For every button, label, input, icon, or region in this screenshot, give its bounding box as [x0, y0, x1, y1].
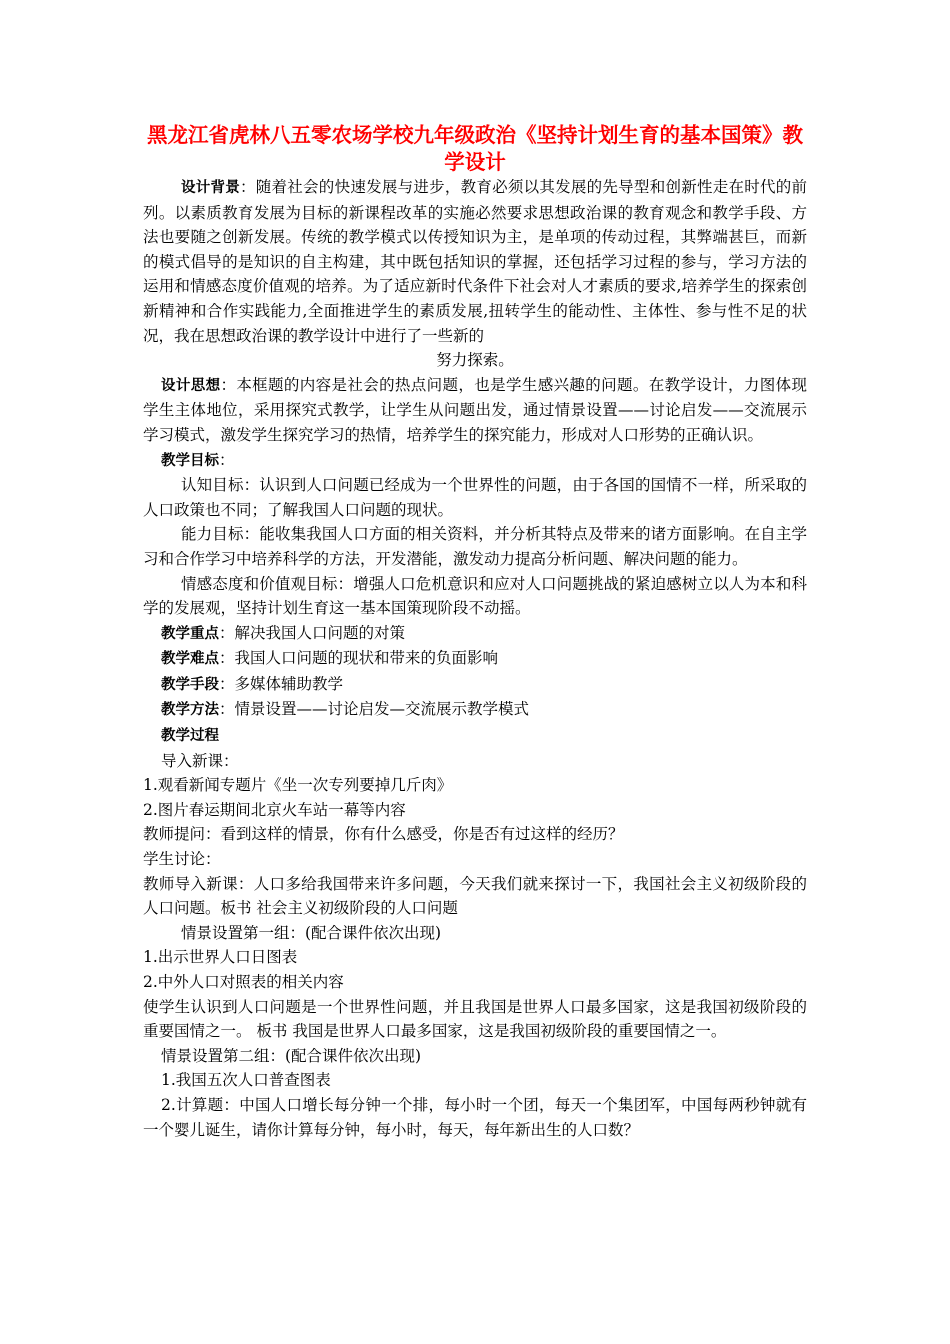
group1-item-1: 1.出示世界人口日图表	[143, 948, 298, 967]
student-discussion: 学生讨论：	[143, 850, 221, 869]
teaching-process-label: 教学过程	[161, 728, 219, 745]
teaching-process-heading	[143, 723, 807, 749]
group2-item-1: 1.我国五次人口普查图表	[161, 1071, 331, 1090]
teaching-difficulty-label: 教学难点	[161, 651, 219, 668]
scenario-group-2: 情景设置第二组：(配合课件依次出现)	[161, 1046, 422, 1065]
design-background-label: 设计背景	[181, 180, 241, 196]
teaching-means	[143, 672, 807, 698]
intro-new-lesson: 导入新课：	[161, 751, 239, 770]
teaching-key-label: 教学重点	[161, 625, 219, 642]
design-background-text: ：随着社会的快速发展与进步，教育必须以其发展的先导型和创新性走在时代的前列。以素质教育发展为目标的新课程改革的实施必然要求思想政治课的教育观念和教学手段、方法也要随之创新发展。传统的教学模式以传授知识为主，是单项的传动过程，其弊端甚巨，而新的模式倡导的是知识的自主构建，其中既包括知识的掌握，还包括学习过程的参与，学习方法的运用和情感态度价值观的培养。为了适应新时代条件下社会对人才素质的要求,培养学生的探索创新精神和合作实践能力,全面推进学生的素质发展,扭转学生的能动性、主体性、参与性不足的状况，我在思想政治课的教学设计中进行了一些新的	[143, 178, 807, 345]
teaching-goals-heading	[143, 448, 807, 474]
teaching-key-point	[143, 621, 807, 647]
ability-goal: 能力目标：能收集我国人口方面的相关资料，并分析其特点及带来的诸方面影响。在自主学习和合作学习中培养科学的方法，开发潜能，激发动力提高分析问题、解决问题的能力。	[143, 525, 807, 568]
teaching-difficulty	[143, 646, 807, 672]
design-thought-paragraph	[143, 373, 807, 448]
intro-item-2: 2.图片春运期间北京火车站一幕等内容	[143, 800, 406, 819]
design-thought-text: ：本框题的内容是社会的热点问题，也是学生感兴趣的问题。在教学设计，力图体现学生主体地位，采用探究式教学，让学生从问题出发，通过情景设置——讨论启发——交流展示学习模式，激发学生探究学习的热情，培养学生的探究能力，形成对人口形势的正确认识。	[143, 375, 807, 444]
group2-item-2: 2.计算题：中国人口增长每分钟一个排，每小时一个团，每天一个集团军，中国每两秒钟就有一个婴儿诞生，请你计算每分钟，每小时，每天，每年新出生的人口数？	[143, 1095, 807, 1139]
emotion-goal: 情感态度和价值观目标：增强人口危机意识和应对人口问题挑战的紧迫感树立以人为本和科学的发展观，坚持计划生育这一基本国策现阶段不动摇。	[143, 574, 807, 618]
teacher-introduction: 教师导入新课：人口多给我国带来许多问题，今天我们就来探讨一下，我国社会主义初级阶段的人口问题。板书 社会主义初级阶段的人口问题	[143, 874, 807, 918]
design-background-tail: 努力探索。	[436, 351, 514, 370]
scenario-group-1: 情景设置第一组：(配合课件依次出现)	[181, 923, 442, 942]
document-title: 黑龙江省虎林八五零农场学校九年级政治《坚持计划生育的基本国策》教学设计	[147, 123, 803, 174]
group1-conclusion: 使学生认识到人口问题是一个世界性问题，并且我国是世界人口最多国家，这是我国初级阶段的重要国情之一。 板书 我国是世界人口最多国家，这是我国初级阶段的重要国情之一。	[143, 997, 807, 1041]
teaching-goals-label: 教学目标	[161, 452, 219, 469]
design-thought-label: 设计思想	[161, 377, 221, 394]
teaching-means-text: ：多媒体辅助教学	[219, 674, 344, 693]
teaching-means-label: 教学手段	[161, 676, 219, 693]
teaching-method-label: 教学方法	[161, 702, 219, 719]
intro-item-1: 1.观看新闻专题片《坐一次专列要掉几斤肉》	[143, 776, 453, 795]
teaching-key-text: ：解决我国人口问题的对策	[219, 623, 406, 642]
group1-item-2: 2.中外人口对照表的相关内容	[143, 973, 344, 991]
teaching-method	[143, 697, 807, 723]
teaching-difficulty-text: ：我国人口问题的现状和带来的负面影响	[219, 649, 499, 668]
teaching-goals-colon: ：	[219, 450, 235, 469]
teacher-question: 教师提问：看到这样的情景，你有什么感受，你是否有过这样的经历？	[143, 825, 624, 844]
cognitive-goal: 认知目标：认识到人口问题已经成为一个世界性的问题，由于各国的国情不一样，所采取的人口政策也不同；了解我国人口问题的现状。	[143, 476, 807, 519]
design-background-paragraph	[143, 175, 807, 348]
document-body	[143, 175, 807, 1142]
teaching-method-text: ：情景设置——讨论启发—交流展示教学模式	[219, 700, 530, 719]
